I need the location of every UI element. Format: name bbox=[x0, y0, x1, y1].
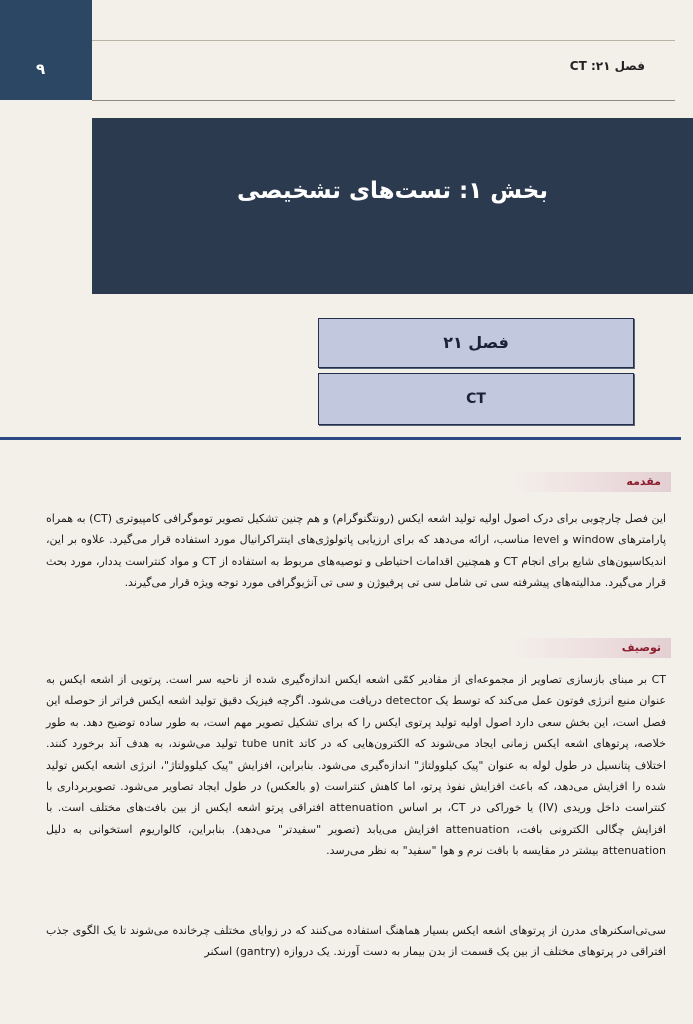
part-banner bbox=[92, 118, 693, 294]
running-header-title: فصل ۲۱: CT bbox=[569, 59, 645, 73]
header-divider bbox=[92, 100, 675, 101]
chapter-number-label: فصل ۲۱ bbox=[443, 333, 509, 352]
chapter-title: CT bbox=[466, 391, 486, 407]
description-paragraph-1: CT بر مبنای بازسازی تصاویر از مجموعه‌ای از مقادیر کمّی اشعه ایکس اندازه‌گیری شده از ناحیه سر است. پرتویی از اشعه ایکس به عنوان منبع انرژی فوتون عمل می‌کند که توسط یک detector دریافت می‌شود. اگرچه فیزیک دقیق تولید اشعه ایکس فراتر از حوصله این فصل است، این بخش سعی دارد اصول اولیه تولید پرتوی ایکس را که برای تشکیل تصویر مهم است، به طور ساده توضیح دهد. به طور خلاصه، پرتوهای اشعه ایکس زمانی ایجاد می‌شوند که الکترون‌هایی که در کاتد tube unit تولید می‌شوند، به هدف آند برخورد کنند. اختلاف پتانسیل در طول لوله به عنوان "پیک کیلوولتاژ" اندازه‌گیری می‌شود. بنابراین، افزایش "پیک کیلوولتاژ"، انرژی اشعه ایکس تولید شده را افزایش می‌دهد، که باعث افزایش نفوذ پرتو، اما کاهش کنتراست (و بالعکس) در طول ایجاد تصاویر می‌شود. تصویربرداری با کنتراست داخل وریدی (IV) یا خوراکی در CT، بر اساس attenuation افتراقی پرتو اشعه ایکس از بین بافت‌های مختلف است. با افزایش چگالی الکترونی بافت، attenuation افزایش می‌یابد (تصویر "سفیدتر" می‌دهد). بنابراین، کالواریوم استخوانی به دلیل attenuation بیشتر در مقایسه با بافت نرم و هوا "سفید" به نظر می‌رسد. bbox=[46, 673, 667, 858]
chapter-title-box bbox=[318, 373, 634, 425]
section-heading-intro-text: مقدمه bbox=[626, 475, 661, 488]
page-number-tab bbox=[0, 0, 92, 100]
intro-paragraph: این فصل چارچوبی برای درک اصول اولیه تولید اشعه ایکس (رونتگنوگرام) و هم چنین تشکیل تصویر توموگرافی کامپیوتری (CT) به همراه پارامترهای window و level مناسب، ارائه می‌دهد که برای ارزیابی پاتولوژی‌های اینتراکرانیال مورد استفاده قرار می‌گیرد. علاوه بر این، اندیکاسیون‌های شایع برای انجام CT و همچنین اقدامات احتیاطی و توصیه‌های مربوط به استفاده از CT و مواد کنتراست یددار، مورد بحث قرار می‌گیرد. مدالیته‌های پیشرفته سی تی شامل سی تی پرفیوژن و سی تی آنژیوگرافی مورد توجه ویژه قرار می‌گیرند. bbox=[46, 512, 667, 590]
chapter-divider bbox=[0, 437, 681, 440]
chapter-number-box bbox=[318, 318, 634, 368]
section-heading-description bbox=[511, 638, 671, 658]
description-paragraph-2: سی‌تی‌اسکنرهای مدرن از پرتوهای اشعه ایکس بسیار هماهنگ استفاده می‌کنند که در زوایای مختلف چرخانده می‌شوند تا یک الگوی جذب افتراقی در پرتوهای مختلف از بین یک قسمت از بدن بیمار به دست آورند. یک دروازه (gantry) اسکنر bbox=[46, 924, 666, 959]
section-heading-intro bbox=[511, 472, 671, 492]
running-header bbox=[92, 40, 675, 101]
part-title: بخش ۱: تست‌های تشخیصی bbox=[237, 178, 548, 204]
page-number: ۹ bbox=[36, 60, 46, 78]
section-heading-description-text: توصیف bbox=[621, 641, 661, 654]
